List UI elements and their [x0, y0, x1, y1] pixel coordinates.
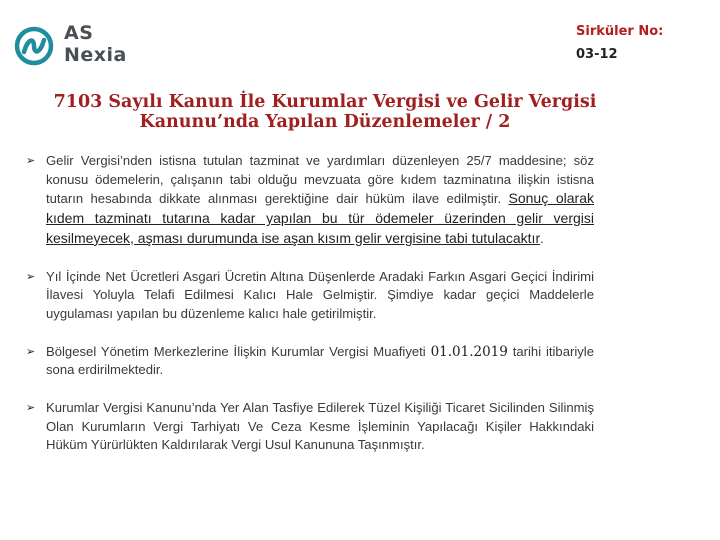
brand-name [64, 22, 127, 66]
arrow-bullet-icon: ➢ [26, 155, 36, 167]
title-line2: Kanunu’nda Yapılan Düzenlemeler / 2 [139, 112, 511, 132]
company-logo [14, 22, 154, 74]
bullet-item [26, 268, 594, 324]
nexia-infinity-logo-icon [14, 26, 54, 66]
arrow-bullet-icon: ➢ [26, 345, 36, 358]
title-line1: 7103 Sayılı Kanun İle Kurumlar Vergisi ve Gelir Vergisi [53, 92, 597, 112]
bullet-list [26, 152, 594, 455]
bullet-text: Kurumlar Vergisi Kanunu’nda Yer Alan Tasfiye Edilerek Tüzel Kişiliği Ticaret Sicilinden Silinmiş Olan Kurumların Vergi Tarhiyatı Ve Ceza Kesme İşleminin Yapılacağı Kişiler Hakkındaki Hüküm Yürürlükten Kaldırılarak Vergi Usul Kanununa Taşınmıştır. [46, 400, 594, 453]
bullet-text: Gelir Vergisi’nden istisna tutulan tazminat ve yardımları düzenleyen 25/7 maddesine; söz konusu ödemelerin, çalışanın tabi olduğu mevzuata göre kıdem tazminatına ilişkin istisna tutarın hesabında dikkate alınması gerektiğine dair hüküm ilave edilmiştir. [46, 153, 594, 207]
circular-label: Sirküler No: [576, 24, 664, 39]
bullet-end: tarihi itibariyle sona erdirilmektedir. [46, 343, 594, 378]
bullet-item [26, 152, 594, 249]
arrow-bullet-icon: ➢ [26, 402, 36, 415]
page-title [30, 92, 620, 132]
bullet-emphasis: Sonuç olarak kıdem tazminatı tutarına kadar yapılan bu tür ödemeler üzerinden gelir vergisi kesilmeyecek, aşması durumunda ise aşan kısım gelir vergisine tabi tutulacaktır [46, 190, 594, 246]
brand-line1: AS [64, 22, 94, 44]
brand-line2: Nexia [64, 44, 127, 66]
circular-number: 03-12 [576, 47, 618, 62]
bullet-item [26, 343, 594, 380]
bullet-text: Yıl İçinde Net Ücretleri Asgari Ücretin Altına Düşenlerde Aradaki Farkın Asgari Geçici İndirimi İlavesi Yoluyla Telafi Edilmesi Kalıcı Hale Gelmiştir. Şimdiye kadar geçici Maddelerle uygulaması yapılan bu düzenleme kalıcı hale getirilmiştir. [46, 268, 594, 321]
bullet-end: . [540, 230, 544, 246]
bullet-text: Bölgesel Yönetim Merkezlerine İlişkin Kurumlar Vergisi Muafiyeti [46, 343, 431, 359]
bullet-date: 01.01.2019 [430, 343, 508, 360]
circular-info [576, 20, 663, 66]
arrow-bullet-icon: ➢ [26, 270, 36, 283]
bullet-item [26, 399, 594, 455]
